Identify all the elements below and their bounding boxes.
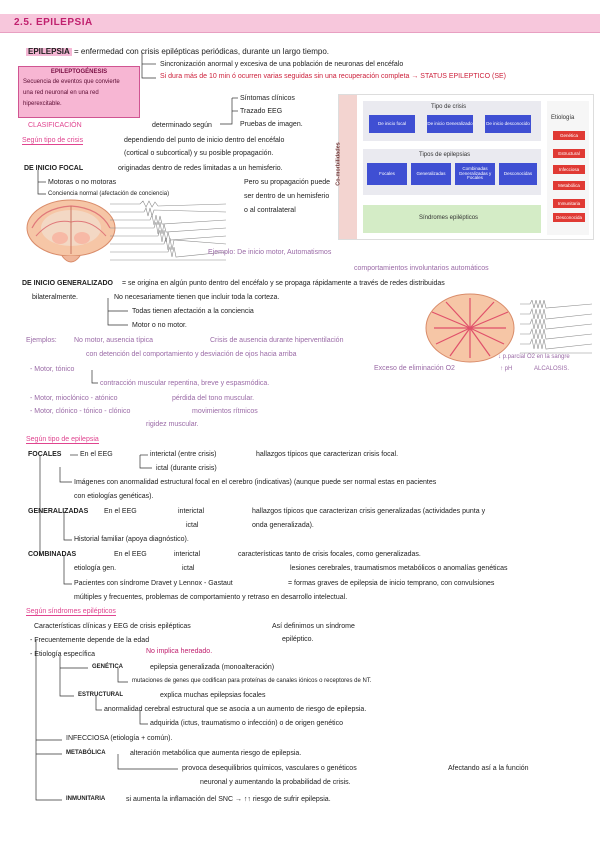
focal-onset-text: originadas dentro de redes limitadas a un hemisferio. — [118, 165, 283, 172]
etiology-item: Inmunitaria — [553, 199, 585, 208]
generalized-sub: Motor o no motor. — [132, 322, 187, 329]
sign-item: Pruebas de imagen. — [240, 121, 303, 128]
examples-label: Ejemplos: — [26, 337, 57, 344]
genetic-text: epilepsia generalizada (monoalteración) — [150, 664, 275, 671]
etiology-item: Desconocida — [553, 213, 585, 222]
combined-ictal: ictal — [182, 565, 195, 572]
not-necessarily-text: No necesariamente tienen que incluir toda la corteza. — [114, 294, 280, 301]
epilepsy-box: Generalizadas — [411, 163, 451, 185]
epilepsy-box: Combinadas Generalizadas y Focales — [455, 163, 495, 185]
structural-sub: anormalidad cerebral estructural que se asocia a un aumento de riesgo de epilepsia. — [104, 706, 367, 713]
focal-sub: Motoras o no motoras — [48, 179, 117, 186]
syndrome-title: Síndromes epilépticos — [419, 215, 479, 221]
epileptogenesis-line: Secuencia de eventos que convierte — [23, 79, 120, 85]
generalized-text: = se origina en algún punto dentro del encéfalo y se propaga rápidamente a través de redes distribuidas — [122, 280, 445, 287]
generalized-findings: hallazgos típicos que caracterizan crisis generalizadas (actividades punta y — [252, 508, 486, 515]
metabolic-text: alteración metabólica que aumenta riesgo de epilepsia. — [130, 750, 302, 757]
motor-myoclonic-sub: pérdida del tono muscular. — [172, 395, 255, 402]
focal-example-sub: comportamientos involuntarios automáticos — [354, 265, 489, 272]
by-epilepsy-title: Según tipo de epilepsia — [26, 436, 99, 443]
ph-text: ↑ pH — [500, 366, 513, 372]
metabolic-sub-3: neuronal y aumentando la probabilidad de crisis. — [200, 779, 351, 786]
syndrome-line-1: Características clínicas y EEG de crisis epilépticas — [34, 623, 191, 630]
bilateral-text: bilateralmente. — [32, 294, 78, 301]
motor-myoclonic: - Motor, mioclónico - atónico — [30, 395, 118, 402]
focal-example: Ejemplo: De inicio motor, Automatismos — [208, 249, 332, 256]
focal-images-2: con etiologías genéticas). — [74, 493, 154, 500]
epilepsy-box: Focales — [367, 163, 407, 185]
dravet-text-2: = formas graves de epilepsia de inicio temprano, con convulsiones — [288, 580, 495, 587]
definition-text: = enfermedad con crisis epilépticas periódicas, durante un largo tiempo. — [74, 47, 330, 56]
generalized-interictal: interictal — [178, 508, 205, 515]
epileptogenesis-line: hiperexcitable. — [23, 101, 62, 107]
syndrome-line-1c: epiléptico. — [282, 636, 314, 643]
alcalosis-text: ALCALOSIS. — [534, 366, 570, 372]
focal-prop: Pero su propagación puede — [244, 179, 331, 186]
focal-type-label: FOCALES — [28, 451, 62, 458]
focal-ictal: ictal (durante crisis) — [156, 465, 217, 472]
example-1c: con detención del comportamiento y desviación de ojos hacia arriba — [86, 351, 297, 358]
immune-label: INMUNITARIA — [66, 796, 106, 802]
etiology-item: Estructural — [553, 149, 585, 158]
combined-interictal: interictal — [174, 551, 201, 558]
focal-interictal: interictal (entre crisis) — [150, 451, 217, 458]
sign-item: Síntomas clínicos — [240, 95, 295, 102]
status-text: Si dura más de 10 min ó ocurren varias seguidas sin una recuperación completa → STATUS EPILEPTICO (SE) — [160, 73, 507, 80]
sign-item: Trazado EEG — [240, 108, 283, 115]
example-1: No motor, ausencia típica — [74, 337, 153, 344]
combined-type-label: COMBINADAS — [28, 551, 77, 558]
epileptogenesis-line: una red neuronal en una red — [23, 90, 99, 96]
no-hereditary-note: No implica heredado. — [146, 648, 213, 655]
focal-findings: hallazgos típicos que caracterizan crisis focal. — [256, 451, 399, 458]
epileptogenesis-heading: EPILEPTOGÉNESIS — [50, 69, 108, 75]
generalized-eeg: En el EEG — [104, 508, 137, 515]
focal-prop: ser dentro de un hemisferio — [244, 193, 330, 200]
exceso-text: Exceso de eliminación O2 — [374, 365, 455, 372]
etiology-item: Metabólica — [553, 181, 585, 190]
generalized-findings-2: onda generalizada). — [252, 522, 314, 529]
page-title: 2.5. EPILEPSIA — [14, 17, 93, 28]
syndrome-line-2: - Frecuentemente depende de la edad — [30, 637, 150, 644]
structural-label: ESTRUCTURAL — [78, 692, 123, 698]
immune-text: si aumenta la inflamación del SNC → ↑↑ riesgo de sufrir epilepsia. — [126, 796, 331, 803]
structural-text: explica muchas epilepsias focales — [160, 692, 266, 699]
motor-clonic-sub-2: rigidez muscular. — [146, 421, 199, 428]
epilepsy-box: Desconocidas — [499, 163, 537, 185]
comorbidity-label: Co-morbilidades — [335, 142, 342, 186]
metabolic-label: METABÓLICA — [66, 750, 106, 756]
infectious-text: INFECCIOSA (etiología + común). — [66, 735, 173, 742]
etiology-item: Infecciosa — [553, 165, 585, 174]
etiology-label: - Etiología específica — [30, 651, 95, 658]
generalized-ictal: ictal — [186, 522, 199, 529]
focal-images: Imágenes con anormalidad estructural focal en el cerebro (indicativas) (aunque puede ser normal estas en pacientes — [74, 479, 437, 486]
epilepsy-title: Tipos de epilepsias — [419, 152, 471, 158]
dravet-text-3: múltiples y frecuentes, problemas de comportamiento y retraso en desarrollo intelectual. — [74, 594, 348, 601]
metabolic-sub: provoca desequilibrios químicos, vasculares o genéticos — [182, 765, 357, 772]
dravet-text: Pacientes con síndrome Dravet y Lennox - Gastaut — [74, 580, 233, 587]
by-syndrome-title: Según síndromes epilépticos — [26, 608, 116, 615]
combined-eeg: En el EEG — [114, 551, 147, 558]
motor-tonic: - Motor, tónico — [30, 366, 75, 373]
motor-clonic-sub: movimientos rítmicos — [192, 408, 258, 415]
combined-etiology: etiología gen. — [74, 565, 117, 572]
sync-text: Sincronización anormal y excesiva de una población de neuronas del encéfalo — [160, 61, 404, 68]
ppartial-text: ↓ p.parcial O2 en la sangre — [498, 354, 570, 360]
genetic-label: GENÉTICA — [92, 664, 124, 670]
focal-prop: o al contralateral — [244, 207, 296, 214]
etiology-item: Genética — [553, 131, 585, 140]
focal-eeg: En el EEG — [80, 451, 113, 458]
metabolic-sub-2: Afectando así a la función — [448, 765, 529, 772]
example-1b: Crisis de ausencia durante hiperventilación — [210, 337, 344, 344]
crisis-title: Tipo de crisis — [431, 104, 467, 110]
motor-tonic-sub: contracción muscular repentina, breve y espasmódica. — [100, 380, 270, 387]
classification-title: CLASIFICACIÓN — [28, 122, 82, 129]
generalized-label: DE INICIO GENERALIZADO — [22, 280, 114, 287]
depends-text-2: (cortical o subcortical) y su posible propagación. — [124, 150, 274, 157]
generalized-type-label: GENERALIZADAS — [28, 508, 89, 515]
genetic-sub: mutaciones de genes que codifican para proteínas de canales iónicos o receptores de NT. — [132, 678, 372, 684]
crisis-box: De inicio focal — [369, 115, 415, 133]
focal-sub: Conciencia normal (afectación de conciencia) — [48, 191, 170, 197]
motor-clonic: - Motor, clónico - tónico - clónico — [30, 408, 131, 415]
combined-characteristics: características tanto de crisis focales, como generalizadas. — [238, 551, 421, 558]
combined-lesions: lesiones cerebrales, traumatismos metabólicos o anomalías genéticas — [290, 565, 508, 572]
generalized-sub: Todas tienen afectación a la conciencia — [132, 308, 254, 315]
crisis-box: De inicio desconocido — [485, 115, 531, 133]
family-history: Historial familiar (apoya diagnóstico). — [74, 536, 189, 543]
crisis-box: De inicio Generalizado — [427, 115, 473, 133]
syndrome-line-1b: Así definimos un síndrome — [272, 623, 355, 630]
term-epilepsia: EPILEPSIA — [28, 47, 70, 56]
determined-text: determinado según — [152, 122, 212, 129]
depends-text: dependiendo del punto de inicio dentro del encéfalo — [124, 137, 285, 144]
etiology-title: Etiología — [551, 115, 575, 121]
by-crisis-title: Según tipo de crisis — [22, 137, 84, 144]
focal-onset-label: DE INICIO FOCAL — [24, 165, 84, 172]
structural-sub-2: adquirida (ictus, traumatismo o infección) o de origen genético — [150, 720, 343, 727]
